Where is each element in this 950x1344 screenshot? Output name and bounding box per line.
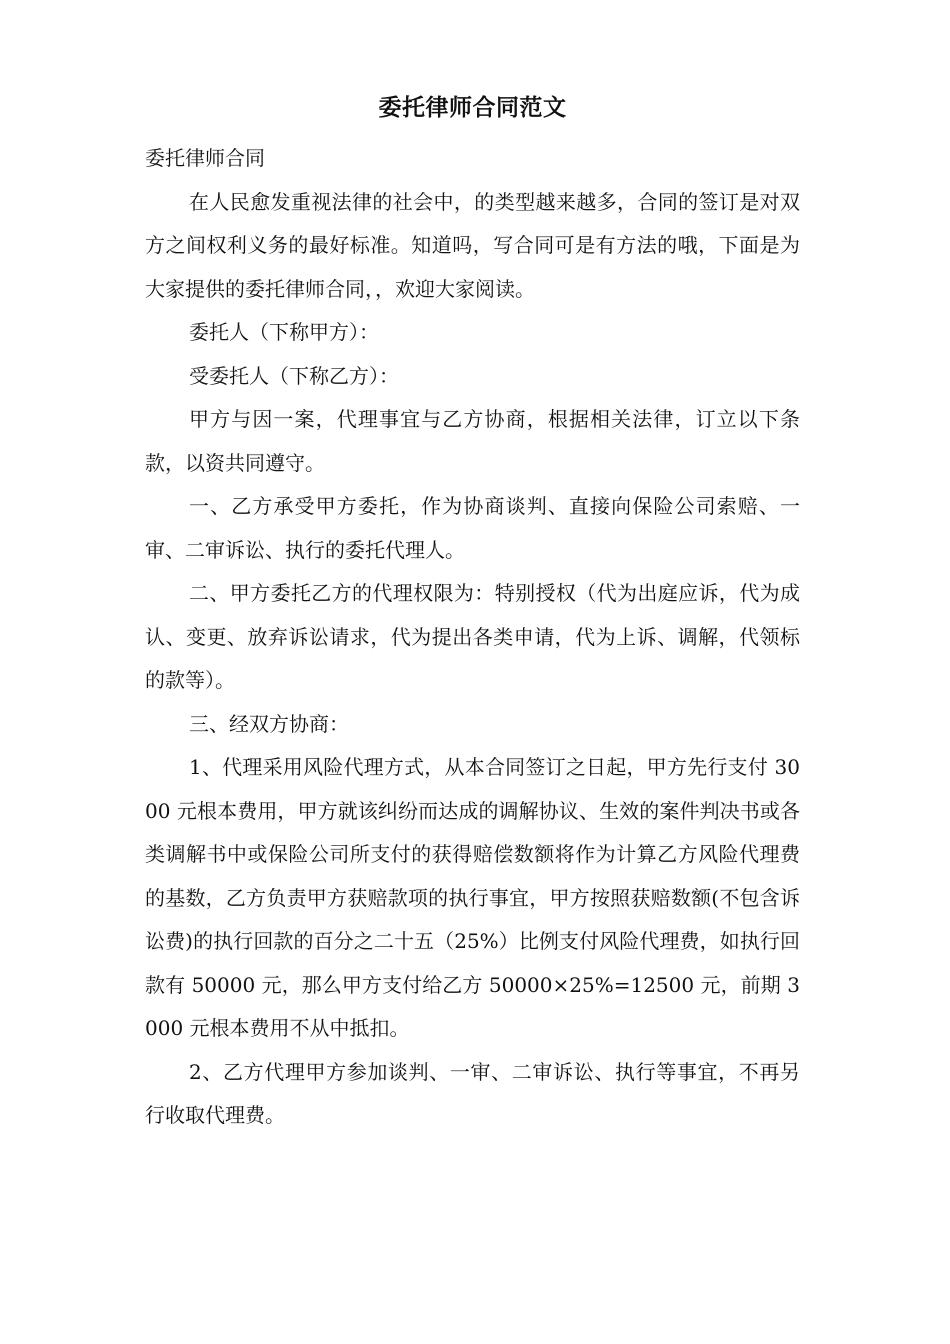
agreement-paragraph: 甲方与因一案，代理事宜与乙方协商，根据相关法律，订立以下条款，以资共同遵守。 bbox=[145, 407, 800, 475]
agent-line: 受委托人（下称乙方）： bbox=[189, 363, 399, 388]
contract-heading: 委托律师合同 bbox=[145, 146, 265, 170]
sub-clause-one: 1、代理采用风险代理方式，从本合同签订之日起，甲方先行支付 3000 元根本费用，甲方就该纠纷而达成的调解协议、生效的案件判决书或各类调解书中或保险公司所支付的获得赔偿数额将作为计算乙方风险代理费的基数，乙方负责甲方获赔款项的执行事宜，甲方按照获赔数额(不包含诉讼费)的执行回款的百分之二十五（25%）比例支付风险代理费，如执行回款有 50000 元，那么甲方支付给乙方 50000×25%=12500 元，前期 3000 元根本费用不从中抵扣。 bbox=[145, 755, 800, 1040]
clause-two: 二、甲方委托乙方的代理权限为：特别授权（代为出庭应诉，代为成认、变更、放弃诉讼请求，代为提出各类申请，代为上诉、调解，代领标的款等）。 bbox=[145, 581, 800, 692]
sub-clause-two: 2、乙方代理甲方参加谈判、一审、二审诉讼、执行等事宜，不再另行收取代理费。 bbox=[145, 1059, 800, 1127]
clause-three: 三、经双方协商： bbox=[189, 711, 349, 736]
clause-one: 一、乙方承受甲方委托，作为协商谈判、直接向保险公司索赔、一审、二审诉讼、执行的委托代理人。 bbox=[145, 494, 800, 562]
principal-line: 委托人（下称甲方）： bbox=[189, 320, 379, 344]
document-title: 委托律师合同范文 bbox=[378, 95, 567, 121]
intro-paragraph: 在人民愈发重视法律的社会中，的类型越来越多，合同的签订是对双方之间权利义务的最好标准。知道吗，写合同可是有方法的哦，下面是为大家提供的委托律师合同，，欢迎大家阅读。 bbox=[145, 189, 800, 301]
